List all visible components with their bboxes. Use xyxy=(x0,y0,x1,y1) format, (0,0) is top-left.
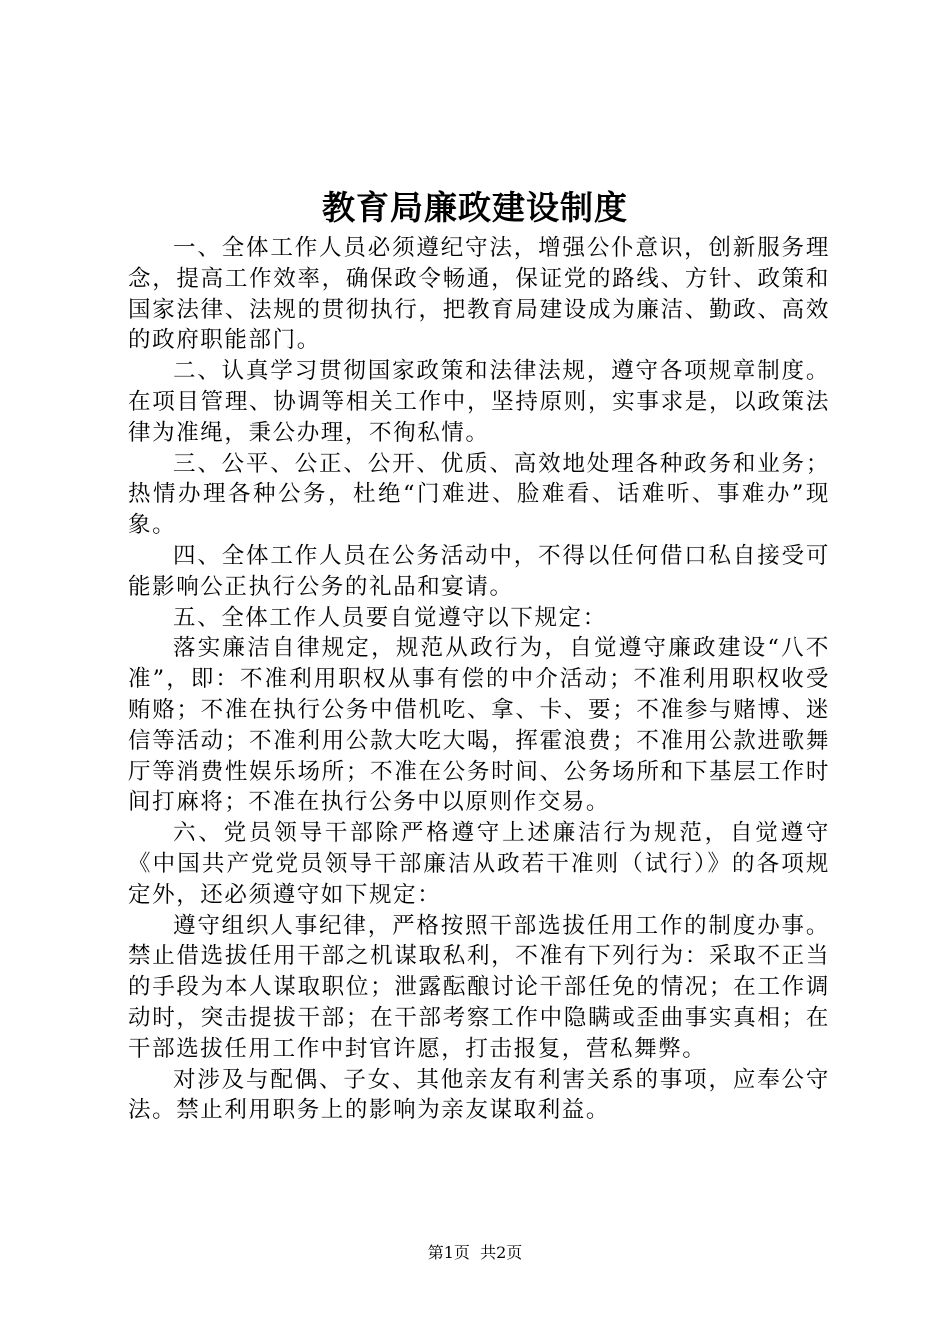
paragraph-9: 对涉及与配偶、子女、其他亲友有利害关系的事项，应奉公守法。禁止利用职务上的影响为亲友谋取利益。 xyxy=(128,1066,830,1124)
paragraph-3: 三、公平、公正、公开、优质、高效地处理各种政务和业务；热情办理各种公务，杜绝“门难进、脸难看、话难听、事难办”现象。 xyxy=(128,450,830,539)
paragraph-5: 五、全体工作人员要自觉遵守以下规定： xyxy=(173,604,607,631)
paragraph-8: 遵守组织人事纪律，严格按照干部选拔任用工作的制度办事。禁止借选拔任用干部之机谋取私利，不准有下列行为：采取不正当的手段为本人谋取职位；泄露酝酿讨论干部任免的情况；在工作调动时，突击提拔干部；在干部考察工作中隐瞒或歪曲事实真相；在干部选拔任用工作中封官许愿，打击报复，营私舞弊。 xyxy=(128,912,830,1062)
document-title: 教育局廉政建设制度 xyxy=(322,188,628,227)
paragraph-2: 二、认真学习贯彻国家政策和法律法规，遵守各项规章制度。在项目管理、协调等相关工作中，坚持原则，实事求是，以政策法律为准绳，秉公办理，不徇私情。 xyxy=(128,358,830,446)
page-total: 共2页 xyxy=(480,1243,523,1262)
paragraph-7: 六、党员领导干部除严格遵守上述廉洁行为规范，自觉遵守《中国共产党党员领导干部廉洁从政若干准则（试行）》的各项规定外，还必须遵守如下规定： xyxy=(128,820,830,908)
paragraph-4: 四、全体工作人员在公务活动中，不得以任何借口私自接受可能影响公正执行公务的礼品和宴请。 xyxy=(128,542,830,600)
page-footer xyxy=(0,1242,950,1264)
page-number: 第1页 xyxy=(427,1243,470,1262)
document-body xyxy=(128,233,830,1126)
paragraph-6: 落实廉洁自律规定，规范从政行为，自觉遵守廉政建设“八不准”，即：不准利用职权从事有偿的中介活动；不准利用职权收受贿赂；不准在执行公务中借机吃、拿、卡、要；不准参与赌博、迷信等活动；不准利用公款大吃大喝，挥霍浪费；不准用公款进歌舞厅等消费性娱乐场所；不准在公务时间、公务场所和下基层工作时间打麻将；不准在执行公务中以原则作交易。 xyxy=(128,635,830,816)
paragraph-1: 一、全体工作人员必须遵纪守法，增强公仆意识，创新服务理念，提高工作效率，确保政令畅通，保证党的路线、方针、政策和国家法律、法规的贯彻执行，把教育局建设成为廉洁、勤政、高效的政府职能部门。 xyxy=(128,235,830,354)
footer-spacer xyxy=(470,1243,480,1262)
